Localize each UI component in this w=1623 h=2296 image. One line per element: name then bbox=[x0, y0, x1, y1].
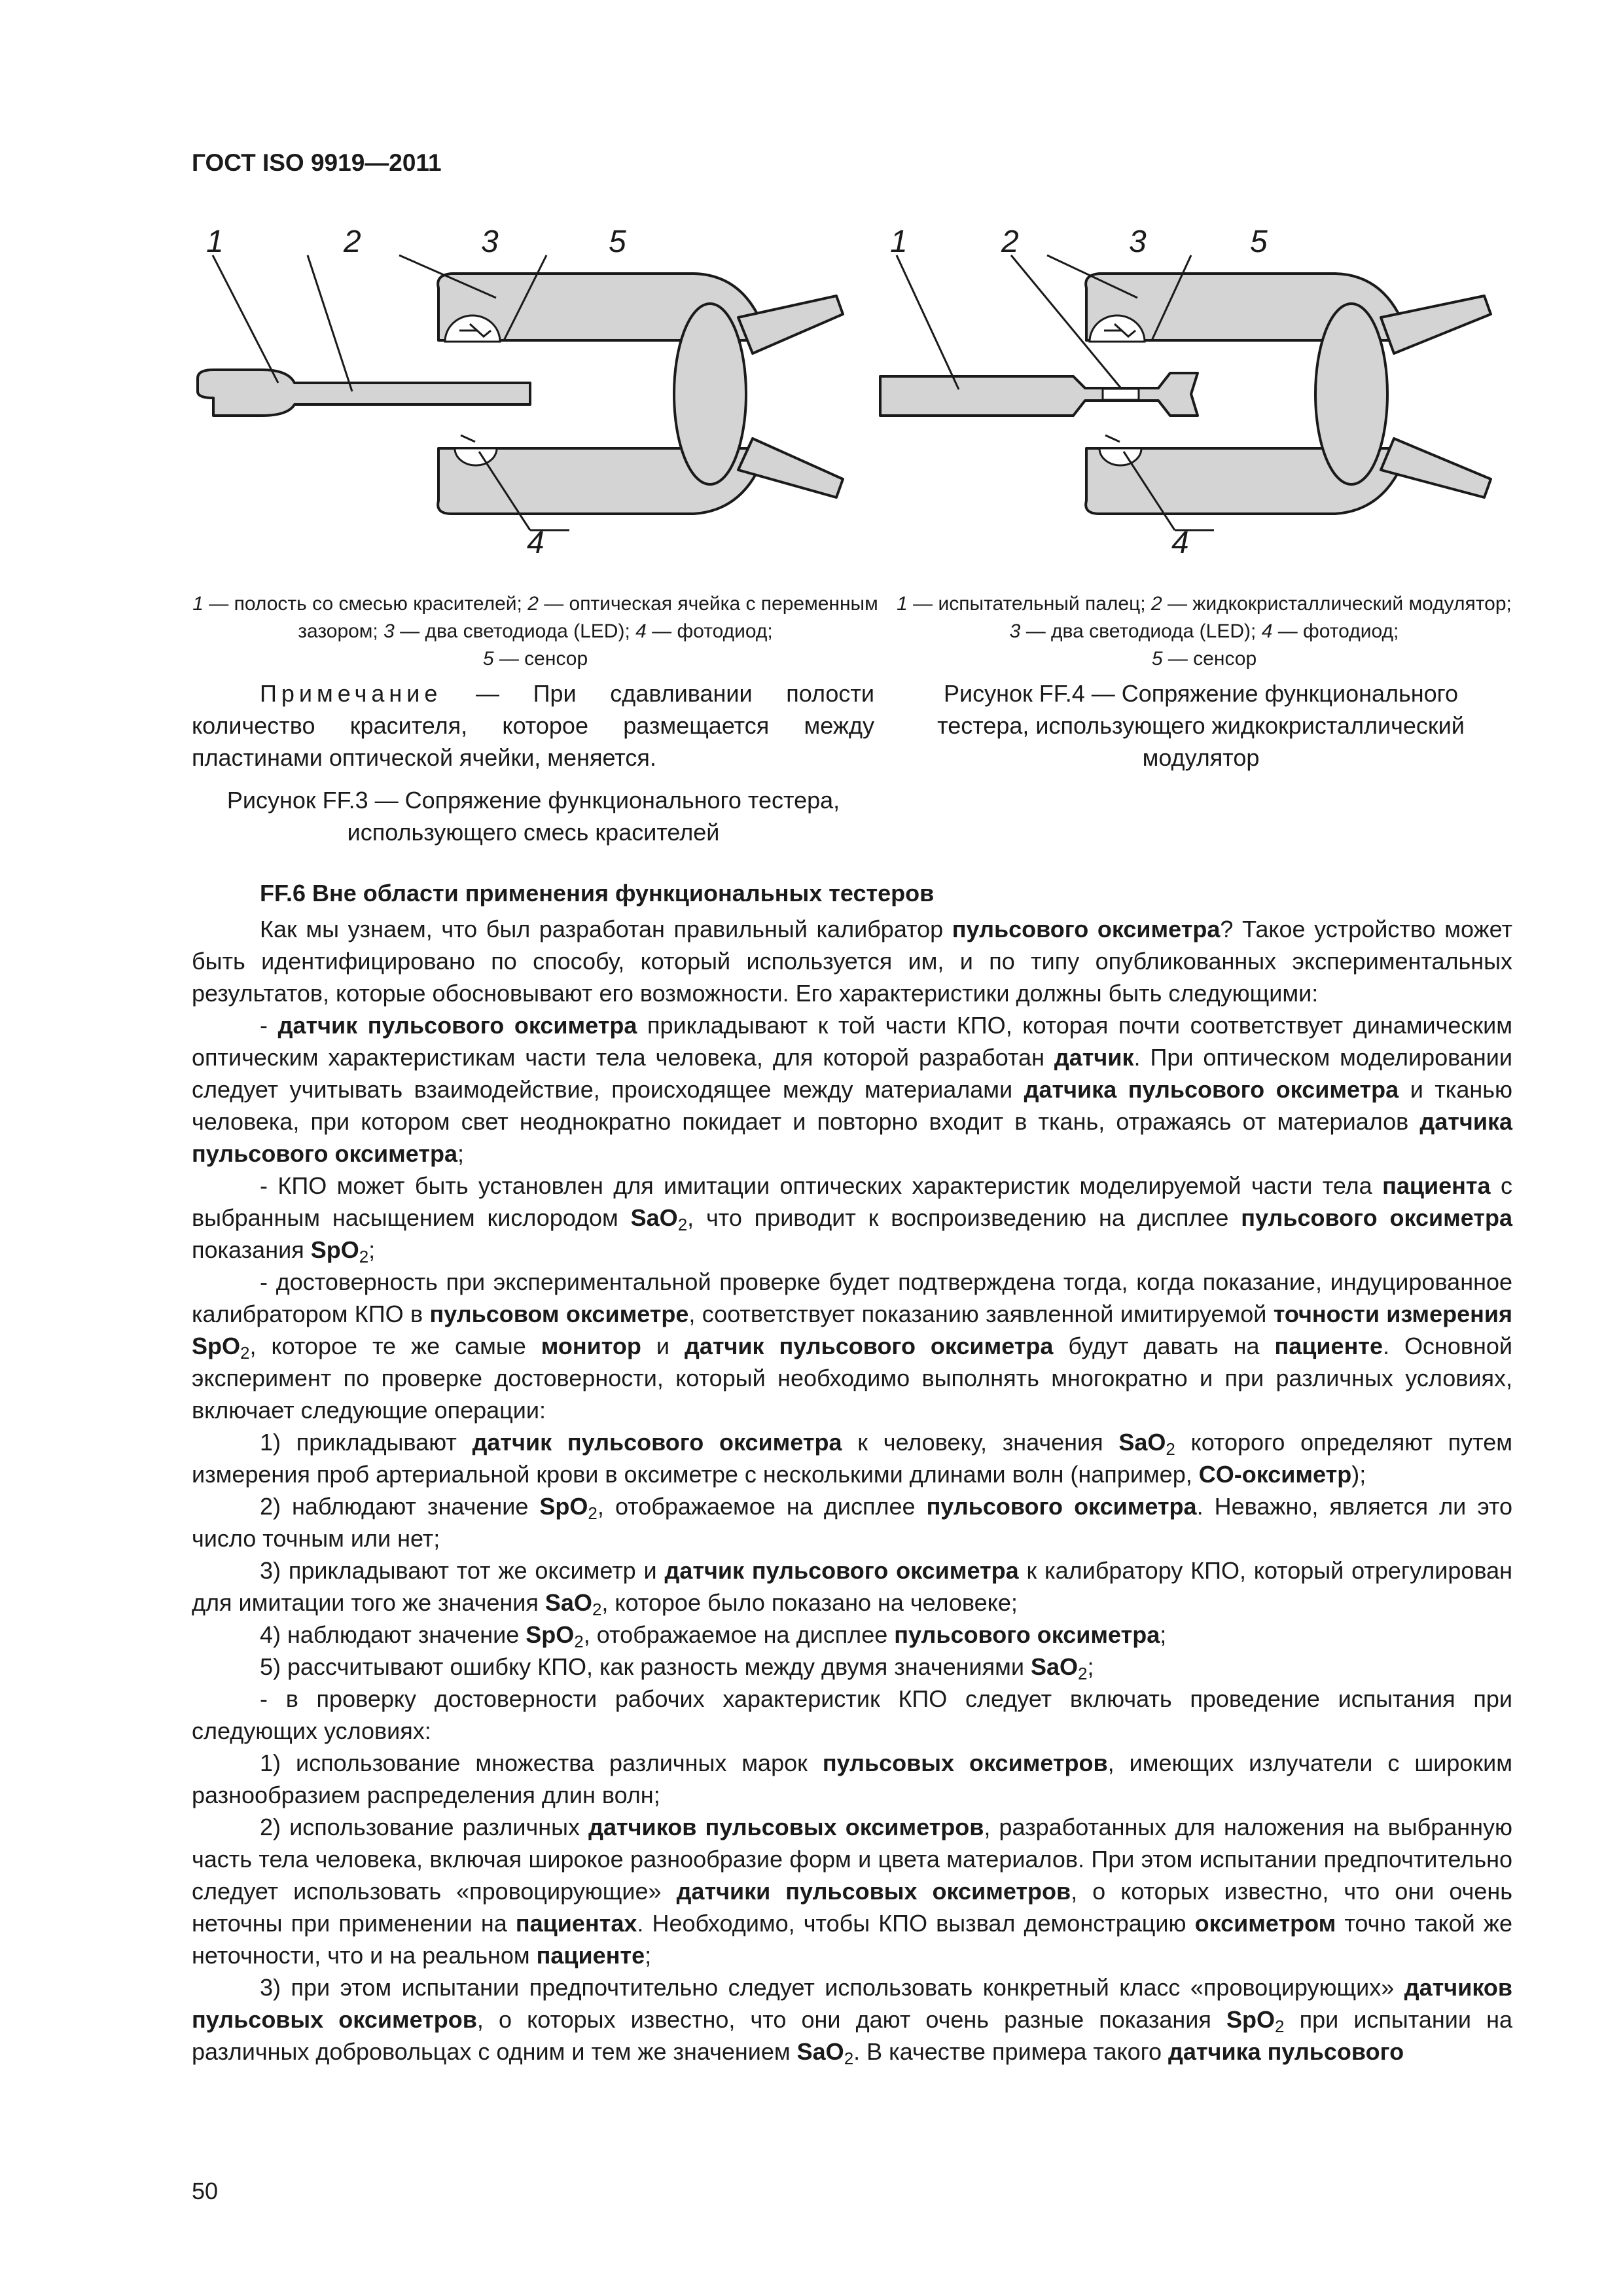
figure-ff4-caption: Рисунок FF.4 — Сопряжение функционального тестера, использующего жидкокристаллический модулятор bbox=[937, 680, 1465, 771]
figure-ff3-caption: Рисунок FF.3 — Сопряжение функционального тестера, использующего смесь красителей bbox=[226, 787, 840, 846]
test-finger bbox=[880, 373, 1198, 416]
figure-label-3: 3 bbox=[1129, 224, 1147, 259]
sensor-ring bbox=[674, 304, 746, 484]
paragraph: Как мы узнаем, что был разработан правильный калибратор пульсового оксиметра? Такое устройство может быть идентифицировано по способу, который используется им, и по типу опубликованных экспериментальных результатов, которые обосновывают его возможности. Его характеристики должны быть следующими: bbox=[192, 916, 1512, 1007]
sensor-upper-cable bbox=[1381, 296, 1491, 353]
paragraph: - датчик пульсового оксиметра прикладывают к той части КПО, которая почти соответствует динамическим оптическим характеристикам части тела человека, для которой разработан датчик. При оптическом моделировании следует учитывать взаимодействие, происходящее между материалами датчика пульсового оксиметра и тканью человека, при котором свет неоднократно покидает и повторно входит в ткань, отражаясь от материалов датчика пульсового оксиметра; bbox=[192, 1012, 1512, 1167]
lcd-modulator bbox=[1103, 389, 1139, 400]
figure-ff3 bbox=[190, 223, 910, 576]
sensor-lower-cable bbox=[1381, 439, 1491, 497]
section-title: FF.6 Вне области применения функциональных тестеров bbox=[260, 880, 935, 906]
paragraph: 5) рассчитывают ошибку КПО, как разность между двумя значениями SaO$_2$; bbox=[260, 1653, 1094, 1683]
paragraph: 3) при этом испытании предпочтительно следует использовать конкретный класс «провоцирующих» датчиков пульсовых оксиметров, о которых известно, что они дают очень разные показания SpO$_2$ при испытании на различных добровольцах с одним и тем же значением SaO$_2$. В качестве примера такого датчика пульсового bbox=[192, 1974, 1513, 2068]
page-number: 50 bbox=[192, 2178, 219, 2204]
paragraph: - КПО может быть установлен для имитации оптических характеристик моделируемой части тела пациента с выбранным насыщением кислородом SaO$_2$, что приводит к воспроизведению на дисплее пульсового оксиметра показания SpO$_2$; bbox=[192, 1172, 1512, 1266]
sensor-lower-cable bbox=[738, 439, 843, 497]
paragraph: - в проверку достоверности рабочих характеристик КПО следует включать проведение испытания при следующих условиях: bbox=[192, 1685, 1512, 1744]
figure-label-5: 5 bbox=[609, 224, 626, 259]
figure-label-5: 5 bbox=[1250, 224, 1268, 259]
figure-label-2: 2 bbox=[344, 224, 361, 259]
dye-cavity bbox=[198, 370, 530, 416]
sensor-upper-cable bbox=[738, 296, 843, 353]
paragraph: 3) прикладывают тот же оксиметр и датчик пульсового оксиметра к калибратору КПО, который отрегулирован для имитации того же значения SaO$_2$, которое было показано на человеке; bbox=[192, 1557, 1512, 1619]
section-ff6 bbox=[192, 877, 1512, 2068]
paragraph: 2) наблюдают значение SpO$_2$, отображаемое на дисплее пульсового оксиметра. Неважно, является ли это число точным или нет; bbox=[192, 1493, 1513, 1552]
paragraph: 4) наблюдают значение SpO$_2$, отображаемое на дисплее пульсового оксиметра; bbox=[260, 1621, 1167, 1651]
figure-label-1: 1 bbox=[206, 224, 224, 259]
figure-label-2: 2 bbox=[1001, 224, 1019, 259]
figure-ff3-legend: 1 — полость со смесью красителей; 2 — оптическая ячейка с переменным зазором; 3 — два светодиода (LED); 4 — фотодиод; 5 — сенсор bbox=[192, 593, 878, 670]
paragraph: 1) использование множества различных марок пульсовых оксиметров, имеющих излучатели с широким разнообразием распределения длин волн; bbox=[192, 1749, 1512, 1808]
sensor-ring bbox=[1315, 304, 1387, 484]
figure-ff3-note: Примечание — При сдавливании полости количество красителя, которое размещается между пластинами оптической ячейки, меняется. bbox=[192, 680, 874, 771]
paragraph: - достоверность при экспериментальной проверке будет подтверждена тогда, когда показание, индуцированное калибратором КПО в пульсовом оксиметре, соответствует показанию заявленной имитируемой точности измерения SpO$_2$, которое те же самые монитор и датчик пульсового оксиметра будут давать на пациенте. Основной эксперимент по проверке достоверности, который необходимо выполнять многократно и при различных условиях, включает следующие операции: bbox=[192, 1268, 1512, 1424]
figure-label-1: 1 bbox=[890, 224, 908, 259]
section-body bbox=[192, 913, 1512, 2068]
figure-label-4: 4 bbox=[527, 526, 544, 560]
document-header: ГОСТ ISO 9919—2011 bbox=[192, 149, 442, 176]
figure-label-4: 4 bbox=[1171, 526, 1189, 560]
figure-ff4 bbox=[877, 223, 1531, 576]
figure-ff4-legend: 1 — испытательный палец; 2 — жидкокристаллический модулятор; 3 — два светодиода (LED); 4 — фотодиод; 5 — сенсор bbox=[897, 593, 1512, 670]
figure-label-3: 3 bbox=[481, 224, 499, 259]
paragraph: 2) использование различных датчиков пульсовых оксиметров, разработанных для наложения на выбранную часть тела человека, включая широкое разнообразие форм и цвета материалов. При этом испытании предпочтительно следует использовать «провоцирующие» датчики пульсовых оксиметров, о которых известно, что они очень неточны при применении на пациентах. Необходимо, чтобы КПО вызвал демонстрацию оксиметром точно такой же неточности, что и на реальном пациенте; bbox=[192, 1814, 1513, 1969]
paragraph: 1) прикладывают датчик пульсового оксиметра к человеку, значения SaO$_2$ которого определяют путем измерения проб артериальной крови в оксиметре с несколькими длинами волн (например, CO-оксиметр); bbox=[192, 1429, 1513, 1488]
